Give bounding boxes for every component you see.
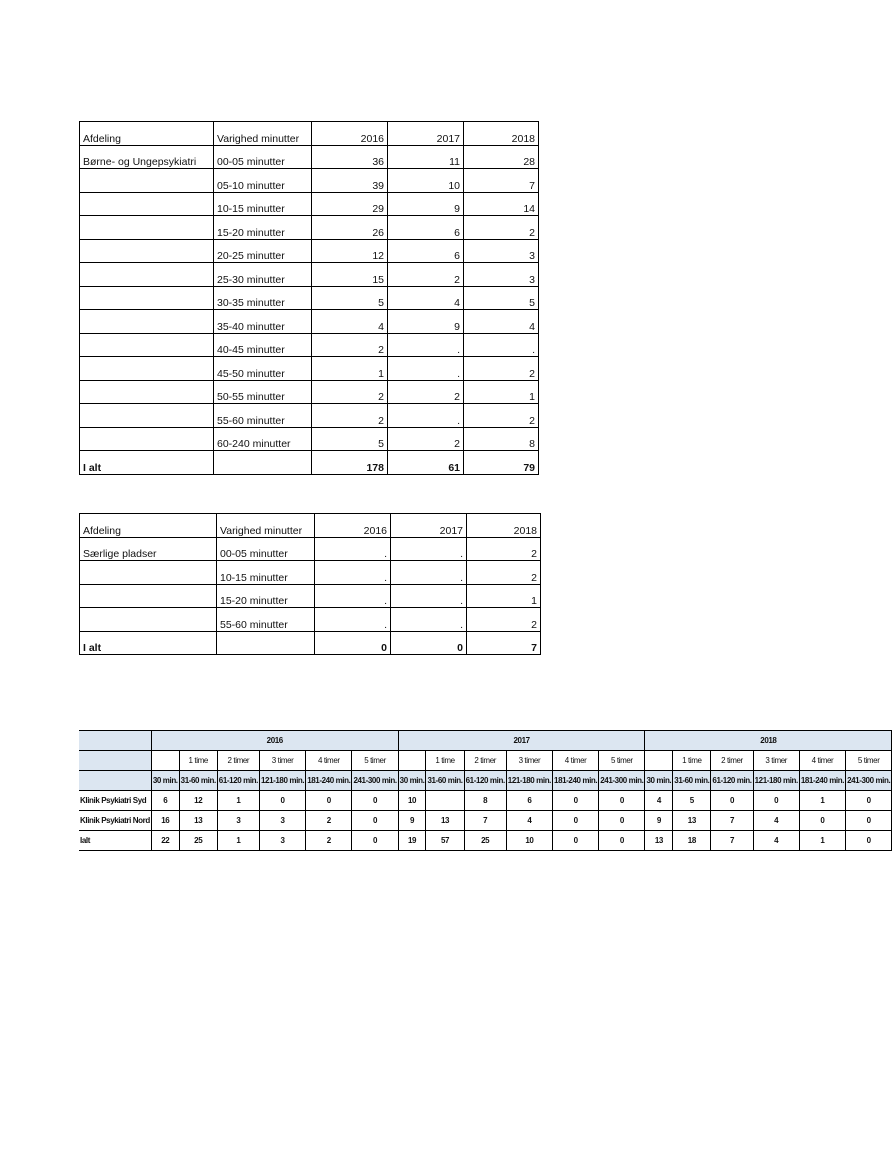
table-row-cell: 6 [388, 239, 464, 263]
value-cell: 25 [179, 831, 217, 851]
table-row-cell: 7 [464, 169, 539, 193]
total-row-cell: 79 [464, 451, 539, 475]
table-row-cell: . [388, 404, 464, 428]
hours-header: 2 timer [464, 751, 506, 771]
table-row-cell: 25-30 minutter [214, 263, 312, 287]
blank-cell [79, 751, 151, 771]
table-row-cell: 20-25 minutter [214, 239, 312, 263]
table-row-cell: 3 [464, 239, 539, 263]
range-header: 30 min. [645, 771, 673, 791]
table-row-cell: 2 [464, 404, 539, 428]
table-row-cell: 05-10 minutter [214, 169, 312, 193]
table-row-cell: 2 [312, 333, 388, 357]
table-row-cell: . [388, 357, 464, 381]
table-row-cell: 1 [464, 380, 539, 404]
table-row-cell: 60-240 minutter [214, 427, 312, 451]
table-3-klinik-psykiatri [79, 730, 892, 851]
table-row-cell: 4 [464, 310, 539, 334]
table-row-cell: 4 [388, 286, 464, 310]
table-row-cell: 26 [312, 216, 388, 240]
table-row-cell: 15-20 minutter [214, 216, 312, 240]
table-row-cell: 55-60 minutter [214, 404, 312, 428]
value-cell: 5 [673, 791, 711, 811]
value-cell: 0 [753, 791, 799, 811]
total-row-cell: 7 [467, 631, 541, 655]
value-cell: 4 [753, 811, 799, 831]
value-cell: 4 [645, 791, 673, 811]
hours-header-row [79, 751, 892, 771]
table-row-cell: 29 [312, 192, 388, 216]
table-row-cell: 55-60 minutter [217, 608, 315, 632]
value-cell: 57 [426, 831, 464, 851]
value-cell: 7 [711, 831, 753, 851]
hours-header: 2 timer [711, 751, 753, 771]
table-row-cell: . [391, 584, 467, 608]
table-row-cell: 10-15 minutter [217, 561, 315, 585]
table-row-cell [80, 169, 214, 193]
range-header: 31-60 min. [673, 771, 711, 791]
value-cell: 4 [506, 811, 552, 831]
value-cell: 13 [645, 831, 673, 851]
value-cell: 0 [352, 811, 398, 831]
table-row-cell: 35-40 minutter [214, 310, 312, 334]
table-row [80, 216, 539, 240]
value-cell [426, 791, 464, 811]
header-row-cell: 2016 [315, 514, 391, 538]
table-row-cell: 39 [312, 169, 388, 193]
value-cell: 1 [799, 791, 845, 811]
value-cell: 16 [151, 811, 179, 831]
hours-header: 3 timer [506, 751, 552, 771]
total-row-cell: 61 [388, 451, 464, 475]
table-row-cell: 11 [388, 145, 464, 169]
table-row-cell: . [315, 537, 391, 561]
value-cell: 13 [673, 811, 711, 831]
table-row-cell: 2 [467, 561, 541, 585]
table-row-cell: 36 [312, 145, 388, 169]
value-cell: 0 [352, 791, 398, 811]
range-header: 121-180 min. [259, 771, 305, 791]
table-row-cell: 5 [312, 286, 388, 310]
table-row [80, 145, 539, 169]
value-cell: 3 [217, 811, 259, 831]
corner-cell [79, 731, 151, 751]
hours-header: 4 timer [553, 751, 599, 771]
total-row-cell [214, 451, 312, 475]
value-cell: 1 [217, 831, 259, 851]
row-label: Ialt [79, 831, 151, 851]
table-row-cell [80, 427, 214, 451]
value-cell: 12 [179, 791, 217, 811]
table-row-cell: 9 [388, 192, 464, 216]
table-row [79, 791, 892, 811]
table-row-cell: . [391, 561, 467, 585]
value-cell: 7 [711, 811, 753, 831]
hours-header: 5 timer [352, 751, 398, 771]
total-row-cell [217, 631, 315, 655]
range-header: 31-60 min. [426, 771, 464, 791]
table-row [80, 561, 541, 585]
table-row-cell: 5 [312, 427, 388, 451]
range-header: 121-180 min. [753, 771, 799, 791]
blank-cell [79, 771, 151, 791]
table-row-cell [80, 333, 214, 357]
year-header: 2017 [398, 731, 645, 751]
table-row-cell [80, 263, 214, 287]
table-row-cell: . [315, 584, 391, 608]
range-header: 61-120 min. [464, 771, 506, 791]
table-row-cell: 9 [388, 310, 464, 334]
table-row-cell: . [388, 333, 464, 357]
value-cell: 3 [259, 831, 305, 851]
hours-header: 1 time [426, 751, 464, 771]
value-cell: 19 [398, 831, 426, 851]
table-row-cell [80, 561, 217, 585]
table-row-cell: 2 [467, 537, 541, 561]
range-header: 181-240 min. [306, 771, 352, 791]
range-header-row [79, 771, 892, 791]
header-row-cell: Varighed minutter [217, 514, 315, 538]
table-row [80, 404, 539, 428]
blank-cell [398, 751, 426, 771]
value-cell: 0 [553, 811, 599, 831]
table-row-cell: 15-20 minutter [217, 584, 315, 608]
table-row-cell [80, 310, 214, 334]
value-cell: 0 [553, 831, 599, 851]
header-row-cell: Afdeling [80, 514, 217, 538]
table-1-boerne-ungepsykiatri [79, 121, 539, 475]
range-header: 30 min. [151, 771, 179, 791]
table-row-cell: 15 [312, 263, 388, 287]
table-row-cell: . [315, 608, 391, 632]
hours-header: 3 timer [753, 751, 799, 771]
table-row-cell: 10-15 minutter [214, 192, 312, 216]
table-row [80, 169, 539, 193]
range-header: 61-120 min. [217, 771, 259, 791]
total-row-cell: 0 [315, 631, 391, 655]
header-row [80, 122, 539, 146]
table-row-cell [80, 404, 214, 428]
value-cell: 18 [673, 831, 711, 851]
table-row-cell: 2 [388, 380, 464, 404]
table-row [80, 584, 541, 608]
blank-cell [645, 751, 673, 771]
table-row [80, 239, 539, 263]
table-row-cell [80, 380, 214, 404]
table-row-cell: 8 [464, 427, 539, 451]
table-row-cell: 4 [312, 310, 388, 334]
table-row-cell [80, 608, 217, 632]
value-cell: 2 [306, 811, 352, 831]
value-cell: 0 [799, 811, 845, 831]
header-row-cell: 2018 [464, 122, 539, 146]
value-cell: 9 [398, 811, 426, 831]
range-header: 241-300 min. [846, 771, 892, 791]
value-cell: 13 [179, 811, 217, 831]
table-row-cell: 10 [388, 169, 464, 193]
value-cell: 3 [259, 811, 305, 831]
hours-header: 4 timer [306, 751, 352, 771]
table-row [79, 831, 892, 851]
table-row [80, 427, 539, 451]
table-row-cell: 2 [388, 427, 464, 451]
value-cell: 7 [464, 811, 506, 831]
table-row [80, 192, 539, 216]
table-row-cell: . [391, 608, 467, 632]
table-row-cell: 14 [464, 192, 539, 216]
value-cell: 0 [599, 791, 645, 811]
hours-header: 5 timer [599, 751, 645, 771]
hours-header: 1 time [179, 751, 217, 771]
table-row-cell: 2 [467, 608, 541, 632]
total-row-cell: I alt [80, 631, 217, 655]
value-cell: 6 [506, 791, 552, 811]
table-row [80, 608, 541, 632]
table-row-cell: 30-35 minutter [214, 286, 312, 310]
header-row-cell: 2016 [312, 122, 388, 146]
table-row-cell [80, 239, 214, 263]
table-row-cell [80, 584, 217, 608]
header-row-cell: 2017 [388, 122, 464, 146]
table-row-cell: 00-05 minutter [217, 537, 315, 561]
header-row-cell: 2018 [467, 514, 541, 538]
table-row [80, 380, 539, 404]
value-cell: 0 [846, 831, 892, 851]
range-header: 61-120 min. [711, 771, 753, 791]
table-row-cell: . [391, 537, 467, 561]
range-header: 241-300 min. [599, 771, 645, 791]
table-2-saerlige-pladser [79, 513, 541, 655]
value-cell: 9 [645, 811, 673, 831]
table-row-cell: 5 [464, 286, 539, 310]
year-header-row [79, 731, 892, 751]
header-row-cell: Afdeling [80, 122, 214, 146]
table-row-cell: Børne- og Ungepsykiatri [80, 145, 214, 169]
table-row-cell: Særlige pladser [80, 537, 217, 561]
total-row [80, 451, 539, 475]
value-cell: 1 [799, 831, 845, 851]
table-row [80, 286, 539, 310]
table-row-cell: 1 [467, 584, 541, 608]
table-row-cell [80, 286, 214, 310]
value-cell: 0 [553, 791, 599, 811]
value-cell: 0 [259, 791, 305, 811]
table-row [80, 333, 539, 357]
hours-header: 3 timer [259, 751, 305, 771]
table-row-cell [80, 216, 214, 240]
total-row-cell: 178 [312, 451, 388, 475]
value-cell: 8 [464, 791, 506, 811]
table-row-cell [80, 357, 214, 381]
table-row [80, 263, 539, 287]
table-row-cell: 2 [312, 380, 388, 404]
value-cell: 0 [599, 831, 645, 851]
hours-header: 5 timer [846, 751, 892, 771]
table-row-cell: 6 [388, 216, 464, 240]
table-row [80, 537, 541, 561]
value-cell: 0 [599, 811, 645, 831]
range-header: 30 min. [398, 771, 426, 791]
value-cell: 0 [846, 811, 892, 831]
value-cell: 13 [426, 811, 464, 831]
table-row-cell: 40-45 minutter [214, 333, 312, 357]
row-label: Klinik Psykiatri Nord [79, 811, 151, 831]
table-row-cell: 50-55 minutter [214, 380, 312, 404]
value-cell: 0 [846, 791, 892, 811]
table-row-cell: 45-50 minutter [214, 357, 312, 381]
table-row-cell: 2 [464, 357, 539, 381]
value-cell: 0 [711, 791, 753, 811]
table-row-cell: . [315, 561, 391, 585]
value-cell: 2 [306, 831, 352, 851]
total-row [80, 631, 541, 655]
table-row-cell: . [464, 333, 539, 357]
table-row [80, 357, 539, 381]
table-row-cell: 2 [464, 216, 539, 240]
range-header: 181-240 min. [553, 771, 599, 791]
range-header: 121-180 min. [506, 771, 552, 791]
hours-header: 2 timer [217, 751, 259, 771]
table-row [80, 310, 539, 334]
range-header: 31-60 min. [179, 771, 217, 791]
table-row [79, 811, 892, 831]
blank-cell [151, 751, 179, 771]
table-row-cell: 1 [312, 357, 388, 381]
hours-header: 1 time [673, 751, 711, 771]
table-row-cell: 28 [464, 145, 539, 169]
header-row-cell: 2017 [391, 514, 467, 538]
header-row-cell: Varighed minutter [214, 122, 312, 146]
value-cell: 6 [151, 791, 179, 811]
year-header: 2016 [151, 731, 398, 751]
year-header: 2018 [645, 731, 892, 751]
table-row-cell: 00-05 minutter [214, 145, 312, 169]
value-cell: 4 [753, 831, 799, 851]
table-row-cell: 2 [312, 404, 388, 428]
total-row-cell: I alt [80, 451, 214, 475]
value-cell: 25 [464, 831, 506, 851]
table-row-cell: 12 [312, 239, 388, 263]
value-cell: 10 [398, 791, 426, 811]
header-row [80, 514, 541, 538]
table-row-cell: 3 [464, 263, 539, 287]
value-cell: 0 [306, 791, 352, 811]
range-header: 241-300 min. [352, 771, 398, 791]
total-row-cell: 0 [391, 631, 467, 655]
value-cell: 0 [352, 831, 398, 851]
value-cell: 1 [217, 791, 259, 811]
table-row-cell [80, 192, 214, 216]
value-cell: 10 [506, 831, 552, 851]
row-label: Klinik Psykiatri Syd [79, 791, 151, 811]
value-cell: 22 [151, 831, 179, 851]
hours-header: 4 timer [799, 751, 845, 771]
table-row-cell: 2 [388, 263, 464, 287]
range-header: 181-240 min. [799, 771, 845, 791]
